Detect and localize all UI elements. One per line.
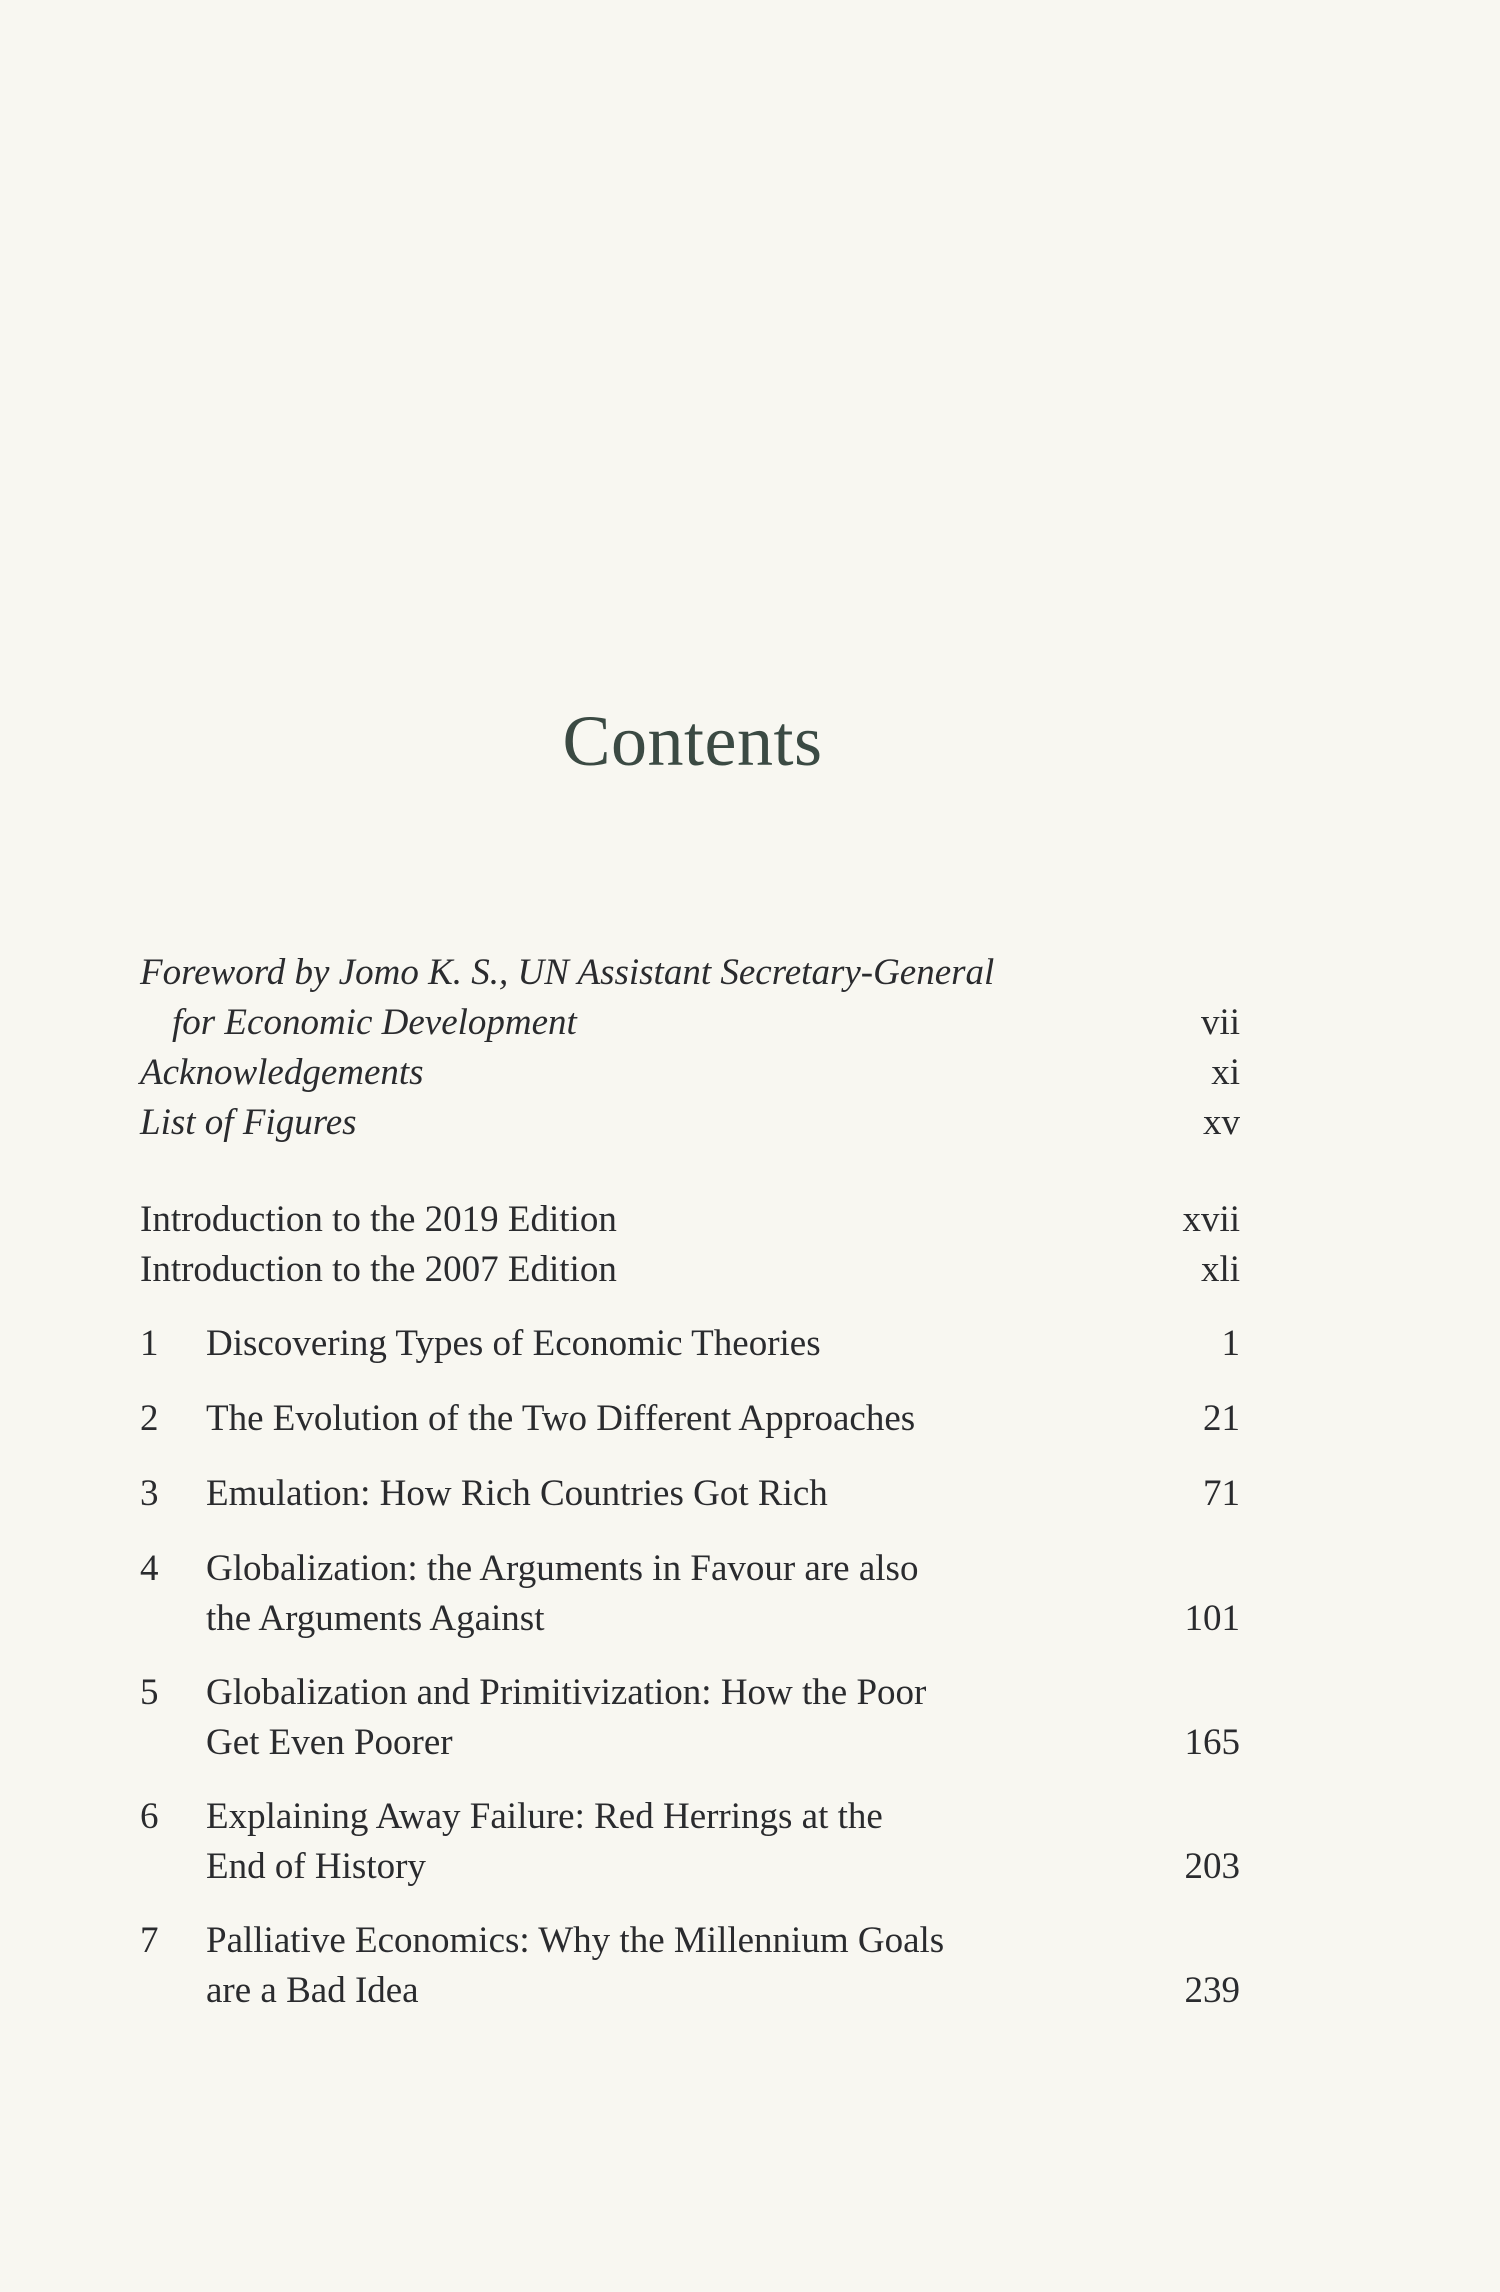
table-of-contents xyxy=(140,948,1240,2040)
chapter-7-page-number: 239 xyxy=(1184,1970,1240,2011)
chapter-3-page-number: 71 xyxy=(1203,1473,1240,1514)
foreword-label-line-2: for Economic Development xyxy=(172,1002,577,1043)
toc-entry-chapter-3[interactable] xyxy=(140,1469,1240,1544)
chapter-6-page-number: 203 xyxy=(1184,1846,1240,1887)
foreword-page-number: vii xyxy=(1200,1002,1240,1043)
foreword-label-line-1: Foreword by Jomo K. S., UN Assistant Secretary-General xyxy=(140,952,995,993)
section-spacer xyxy=(140,1148,1240,1195)
chapter-5-title-line-2: Get Even Poorer xyxy=(206,1722,453,1763)
toc-entry-chapter-7[interactable] xyxy=(140,1916,1240,2040)
chapter-5-number: 5 xyxy=(140,1672,159,1713)
chapter-4-title-line-2: the Arguments Against xyxy=(206,1598,545,1639)
chapter-3-number: 3 xyxy=(140,1473,159,1514)
chapter-7-title-line-1: Palliative Economics: Why the Millennium Goals xyxy=(206,1920,945,1961)
toc-entry-chapter-5[interactable] xyxy=(140,1668,1240,1792)
page-title: Contents xyxy=(562,701,823,781)
list-of-figures-page-number: xv xyxy=(1203,1102,1240,1143)
toc-entry-intro-2019[interactable] xyxy=(140,1195,1240,1245)
chapter-1-title: Discovering Types of Economic Theories xyxy=(206,1323,821,1364)
chapter-2-page-number: 21 xyxy=(1203,1398,1240,1439)
chapter-7-number: 7 xyxy=(140,1920,159,1961)
intro-2007-page-number: xli xyxy=(1200,1249,1240,1290)
chapter-1-number: 1 xyxy=(140,1323,159,1364)
chapter-6-title-line-2: End of History xyxy=(206,1846,426,1887)
chapter-7-title-line-2: are a Bad Idea xyxy=(206,1970,419,2011)
chapter-3-title: Emulation: How Rich Countries Got Rich xyxy=(206,1473,828,1514)
toc-entry-intro-2007[interactable] xyxy=(140,1245,1240,1295)
chapter-4-number: 4 xyxy=(140,1548,159,1589)
toc-entry-foreword[interactable] xyxy=(140,948,1240,998)
toc-entry-chapter-6[interactable] xyxy=(140,1792,1240,1916)
intro-2007-label: Introduction to the 2007 Edition xyxy=(140,1249,617,1290)
toc-entry-chapter-4[interactable] xyxy=(140,1544,1240,1668)
chapter-1-page-number: 1 xyxy=(1221,1323,1240,1364)
toc-entry-list-of-figures[interactable] xyxy=(140,1098,1240,1148)
section-spacer xyxy=(140,1295,1240,1319)
chapter-4-page-number: 101 xyxy=(1184,1598,1240,1639)
chapter-6-title-line-1: Explaining Away Failure: Red Herrings at the xyxy=(206,1796,883,1837)
toc-entry-foreword-cont[interactable] xyxy=(140,998,1240,1048)
chapter-5-page-number: 165 xyxy=(1184,1722,1240,1763)
intro-2019-page-number: xvii xyxy=(1182,1199,1240,1240)
intro-2019-label: Introduction to the 2019 Edition xyxy=(140,1199,617,1240)
chapter-2-title: The Evolution of the Two Different Approaches xyxy=(206,1398,916,1439)
chapter-2-number: 2 xyxy=(140,1398,159,1439)
acknowledgements-label: Acknowledgements xyxy=(140,1052,424,1093)
acknowledgements-page-number: xi xyxy=(1211,1052,1240,1093)
toc-entry-acknowledgements[interactable] xyxy=(140,1048,1240,1098)
chapter-4-title-line-1: Globalization: the Arguments in Favour are also xyxy=(206,1548,919,1589)
chapter-6-number: 6 xyxy=(140,1796,159,1837)
list-of-figures-label: List of Figures xyxy=(140,1102,357,1143)
chapter-5-title-line-1: Globalization and Primitivization: How the Poor xyxy=(206,1672,927,1713)
toc-entry-chapter-1[interactable] xyxy=(140,1319,1240,1394)
toc-entry-chapter-2[interactable] xyxy=(140,1394,1240,1469)
